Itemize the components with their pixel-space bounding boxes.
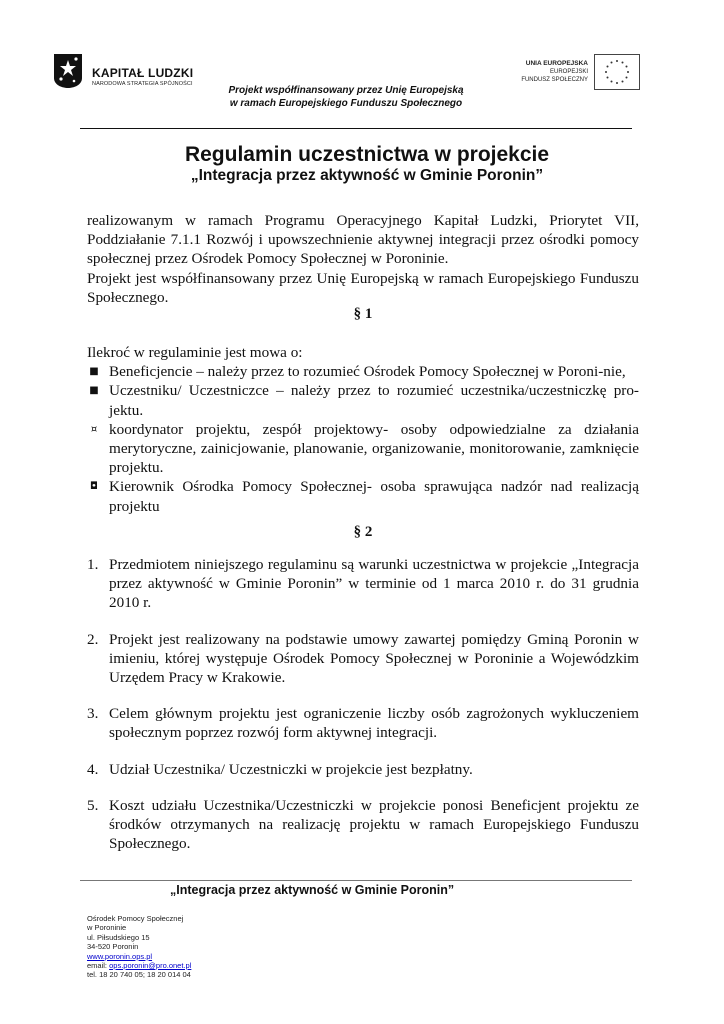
footer-email-label: email:	[87, 961, 108, 971]
definitions-lead: Ilekroć w regulaminie jest mowa o:	[87, 344, 303, 361]
item-text: Przedmiotem niniejszego regulaminu są warunki uczestnictwa w projekcie „Integracja przez aktywność w Gminie Poronin” w terminie od 1 marca 2010 r. do 31 grudnia 2010 r.	[109, 556, 639, 612]
definition-text: Uczestniku/ Uczestniczce – należy przez to rozumieć uczestnika/uczestniczkę pro-jektu.	[109, 382, 639, 419]
definition-item	[87, 362, 639, 381]
item-number: 2.	[87, 630, 99, 648]
item-text: Projekt jest realizowany na podstawie umowy zawartej pomiędzy Gminą Poronin w imieniu, której występuje Ośrodek Pomocy Społecznej w Poroninie a Wojewódzkim Urzędem Pracy w Krakowie.	[109, 630, 639, 687]
kapital-ludzki-subtitle: NARODOWA STRATEGIA SPÓJNOŚCI	[92, 81, 193, 87]
section-1-definitions	[87, 343, 639, 516]
footer-org-line-1: Ośrodek Pomocy Społecznej	[87, 914, 184, 923]
section-1-heading: § 1	[353, 306, 373, 322]
footer-divider	[80, 880, 632, 881]
ornament-bullet-icon: ◘	[90, 481, 98, 493]
kapital-ludzki-logo	[52, 52, 202, 96]
eu-logo-line-2: EUROPEJSKI	[549, 69, 588, 75]
kapital-ludzki-title: KAPITAŁ LUDZKI	[92, 66, 194, 80]
list-item	[87, 630, 639, 688]
cofinancing-note	[206, 84, 486, 110]
definition-item	[87, 381, 639, 419]
intro-text	[87, 211, 639, 307]
list-item	[87, 555, 639, 613]
item-number: 1.	[87, 556, 99, 573]
document-subtitle: „Integracja przez aktywność w Gminie Poronin”	[190, 167, 544, 184]
intro-paragraph-2: Projekt jest współfinansowany przez Unię Europejską w ramach Europejskiego Funduszu Społecznego.	[87, 269, 639, 306]
list-item	[87, 760, 639, 779]
footer-email-link[interactable]: ops.poronin@pro.onet.pl	[109, 961, 192, 971]
definitions-list	[87, 362, 639, 516]
section-2-list	[87, 555, 639, 853]
footer-website-link[interactable]: www.poronin.ops.pl	[87, 951, 153, 961]
definition-text: Beneficjencie – należy przez to rozumieć Ośrodek Pomocy Społecznej w Poroni-nie,	[109, 363, 626, 381]
footer-address	[87, 914, 191, 980]
list-item	[87, 796, 639, 854]
square-bullet-icon: ■	[89, 366, 99, 378]
section-2-heading: § 2	[353, 524, 373, 540]
square-bullet-icon: ■	[89, 385, 99, 397]
item-text: Udział Uczestnika/ Uczestniczki w projekcie jest bezpłatny.	[109, 760, 473, 778]
item-number: 5.	[87, 796, 99, 814]
definition-item	[87, 420, 639, 478]
footer-postal: 34-520 Poronin	[87, 942, 139, 952]
cofinancing-line-2: w ramach Europejskiego Funduszu Społecznego	[229, 98, 463, 109]
header-divider	[80, 128, 632, 129]
item-number: 3.	[87, 705, 99, 723]
item-text: Koszt udziału Uczestnika/Uczestniczki w projekcie ponosi Beneficjent projektu ze środków otrzymanych na realizację projektu w ramach Europejskiego Funduszu Społecznego.	[109, 796, 639, 853]
eu-logo-line-3: FUNDUSZ SPOŁECZNY	[521, 77, 588, 83]
eu-logo-line-1: UNIA EUROPEJSKA	[525, 60, 588, 67]
item-text: Celem głównym projektu jest ograniczenie liczby osób zagrożonych wykluczeniem społecznym poprzez rozwój form aktywnej integracji.	[109, 705, 639, 742]
item-number: 4.	[87, 760, 99, 778]
footer-project-title: „Integracja przez aktywność w Gminie Poronin”	[170, 883, 455, 897]
definition-item	[87, 477, 639, 515]
kapital-ludzki-emblem-icon	[52, 52, 86, 90]
footer-phone: tel. 18 20 740 05; 18 20 014 04	[87, 970, 191, 980]
footer-org-line-2: w Poroninie	[87, 923, 127, 933]
intro-paragraph-1: realizowanym w ramach Programu Operacyjnego Kapitał Ludzki, Priorytet VII, Poddziałanie 7.1.1 Rozwój i upowszechnienie aktywnej integracji przez ośrodki pomocy społecznej przez Ośrodek Pomocy Społecznej w Poroninie.	[87, 212, 639, 268]
eu-flag-icon	[594, 54, 640, 90]
definition-text: koordynator projektu, zespół projektowy- osoby odpowiedzialne za działania merytoryczne, zainicjowanie, planowanie, organizowanie, monitorowanie, zamknięcie projektu.	[109, 420, 639, 477]
eu-logo-text	[488, 60, 588, 84]
footer-street: ul. Piłsudskiego 15	[87, 932, 150, 942]
definition-text: Kierownik Ośrodka Pomocy Społecznej- osoba sprawująca nadzór nad realizacją projektu	[109, 478, 639, 515]
list-item	[87, 704, 639, 742]
cofinancing-line-1: Projekt współfinansowany przez Unię Europejską	[228, 85, 464, 96]
document-title: Regulamin uczestnictwa w projekcie	[184, 143, 550, 166]
footer-email-row	[87, 961, 191, 970]
page-header	[48, 40, 688, 120]
ornament-bullet-icon: ¤	[90, 423, 98, 435]
